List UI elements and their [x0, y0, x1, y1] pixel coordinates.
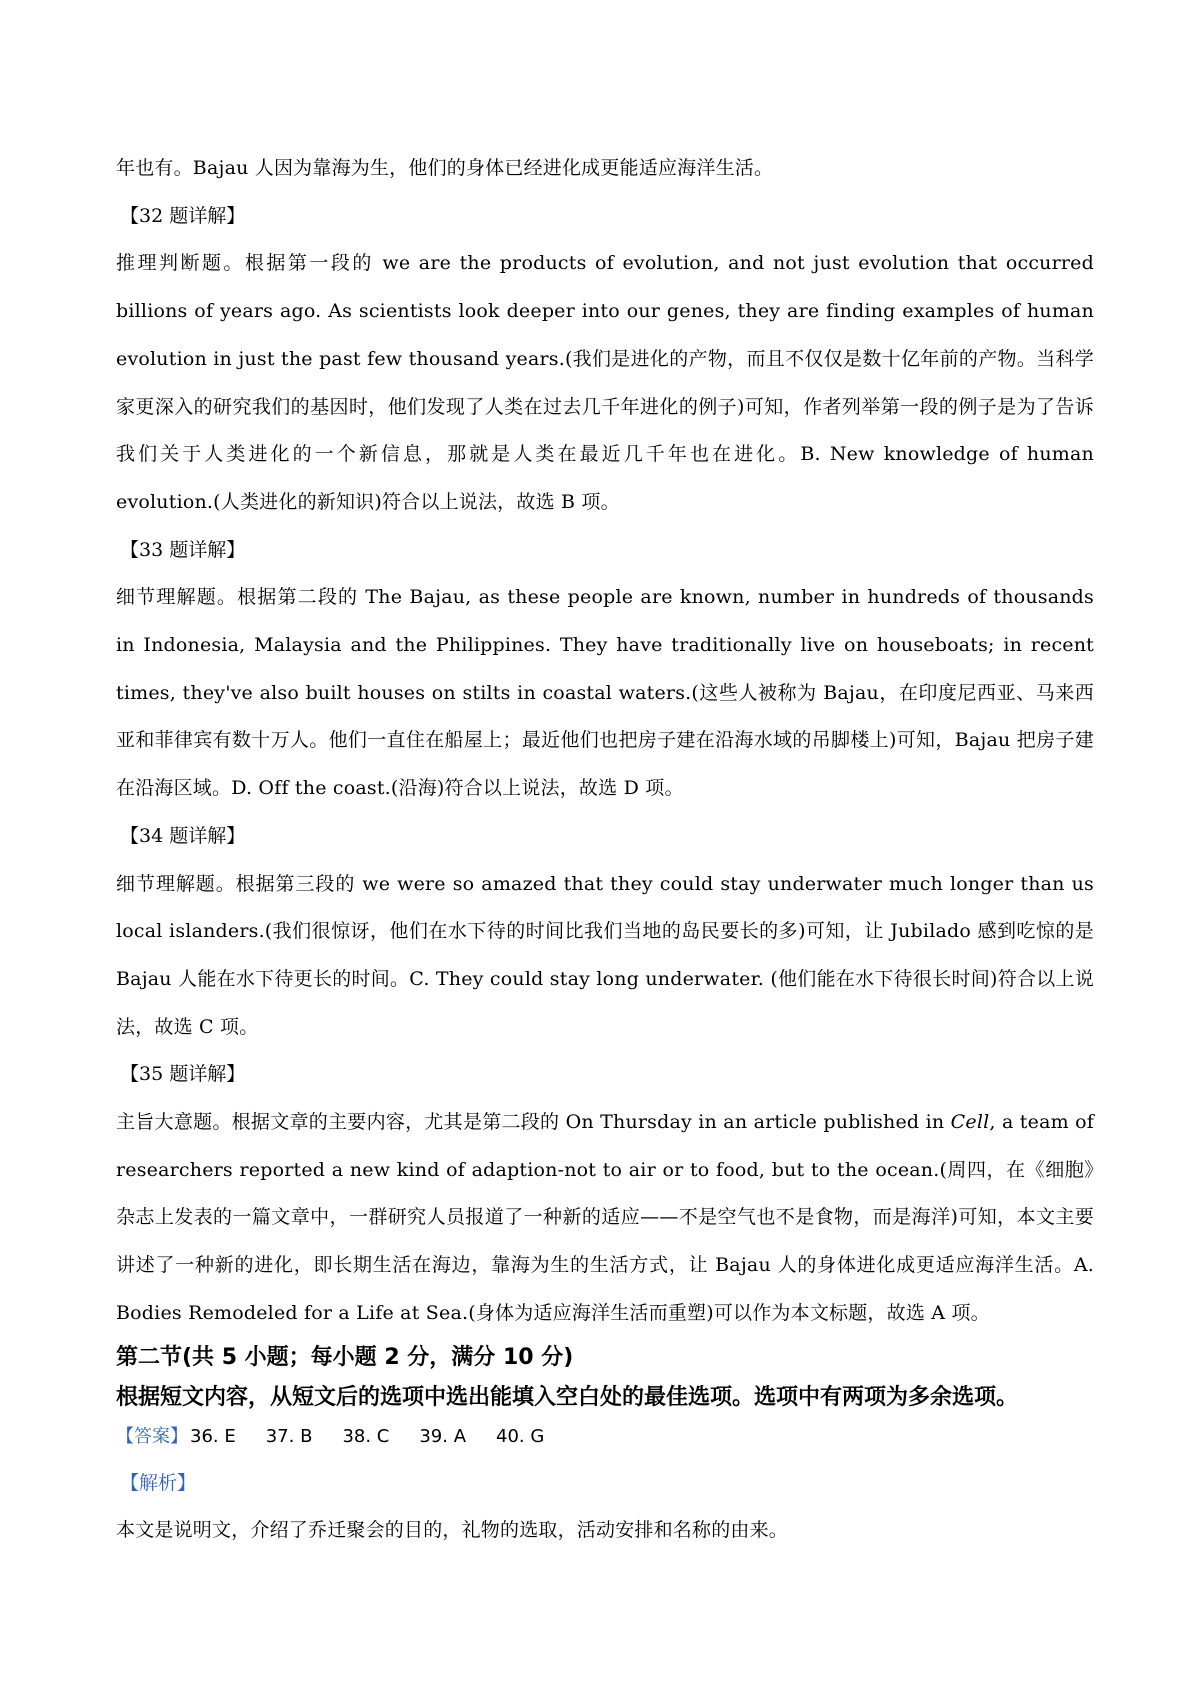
answer-38: 38. C	[342, 1425, 390, 1447]
section-2-title: 第二节(共 5 小题；每小题 2 分，满分 10 分)	[116, 1344, 574, 1370]
answer-row	[116, 1414, 1094, 1460]
q35-heading: 【35 题详解】	[120, 1063, 246, 1086]
q35-text-after: , a team of researchers reported a new kind of adaption-not to air or to food, but to the ocean.(周四，在《细胞》杂志上发表的一篇文章中，一群研究人员报道了一种新的适应——不是空气也不是食物，而是海洋)可知，本文主要讲述了一种新的进化，即长期生活在海边，靠海为生的生活方式，让 Bajau 人的身体进化成更适应海洋生活。A. Bodies Remodeled for a Life at Sea.(身体为适应海洋生活而重塑)可以作为本文标题，故选 A 项。	[116, 1111, 1094, 1324]
q32-explanation: 推理判断题。根据第一段的 we are the products of evolution, and not just evolution that occurred billions of years ago. As scientists look deeper into our genes, they are finding examples of human evolution in just the past few thousand years.(我们是进化的产物，而且不仅仅是数十亿年前的产物。当科学家更深入的研究我们的基因时，他们发现了人类在过去几千年进化的例子)可知，作者列举第一段的例子是为了告诉我们关于人类进化的一个新信息，那就是人类在最近几千年也在进化。B. New knowledge of human evolution.(人类进化的新知识)符合以上说法，故选 B 项。	[116, 252, 1094, 513]
answer-40: 40. G	[496, 1425, 545, 1447]
answer-36: 36. E	[190, 1425, 236, 1447]
q32-heading: 【32 题详解】	[120, 204, 246, 227]
answer-39: 39. A	[419, 1425, 467, 1447]
q35-text-before: 主旨大意题。根据文章的主要内容，尤其是第二段的 On Thursday in an article published in	[116, 1111, 951, 1134]
answer-37: 37. B	[265, 1425, 313, 1447]
q35-journal-name: Cell	[950, 1111, 990, 1134]
analysis-label: 【解析】	[120, 1471, 197, 1494]
q34-explanation: 细节理解题。根据第三段的 we were so amazed that they could stay underwater much longer than us local islanders.(我们很惊讶，他们在水下待的时间比我们当地的岛民要长的多)可知，让 Jubilado 感到吃惊的是 Bajau 人能在水下待更长的时间。C. They could stay long underwater. (他们能在水下待很长时间)符合以上说法，故选 C 项。	[116, 872, 1094, 1038]
continuation-paragraph: 年也有。Bajau 人因为靠海为生，他们的身体已经进化成更能适应海洋生活。	[116, 157, 774, 179]
document-content	[116, 145, 1094, 1555]
analysis-text: 本文是说明文，介绍了乔迁聚会的目的，礼物的选取，活动安排和名称的由来。	[116, 1519, 789, 1542]
answer-label: 【答案】	[116, 1425, 188, 1447]
q33-explanation: 细节理解题。根据第二段的 The Bajau, as these people are known, number in hundreds of thousands in Indonesia, Malaysia and the Philippines. They have traditionally live on houseboats; in recent times, they've also built houses on stilts in coastal waters.(这些人被称为 Bajau，在印度尼西亚、马来西亚和菲律宾有数十万人。他们一直住在船屋上；最近他们也把房子建在沿海水域的吊脚楼上)可知，Bajau 把房子建在沿海区域。D. Off the coast.(沿海)符合以上说法，故选 D 项。	[116, 586, 1094, 800]
q33-heading: 【33 题详解】	[120, 538, 246, 561]
section-2-instruction: 根据短文内容，从短文后的选项中选出能填入空白处的最佳选项。选项中有两项为多余选项。	[116, 1384, 1019, 1410]
q35-explanation	[116, 1099, 1094, 1338]
q34-heading: 【34 题详解】	[120, 824, 246, 847]
